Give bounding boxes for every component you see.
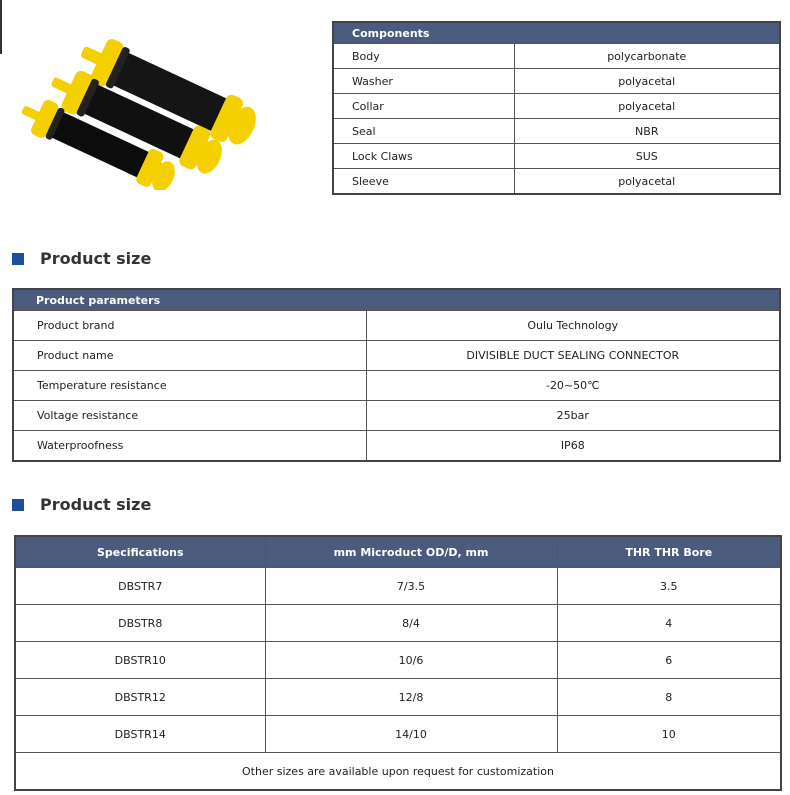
section-heading-product-size (12, 495, 151, 514)
component-material: polyacetal (514, 69, 780, 94)
bore-cell: 6 (557, 642, 781, 679)
product-parameters-table (12, 288, 781, 462)
section-square-icon (12, 499, 24, 511)
param-name: Product name (13, 341, 366, 371)
component-name: Seal (333, 119, 514, 144)
component-material: polyacetal (514, 169, 780, 195)
table-header-row (15, 536, 781, 568)
section-heading-product-size (12, 249, 151, 268)
spec-cell: DBSTR7 (15, 568, 265, 605)
size-specification-table (14, 535, 782, 791)
component-name: Lock Claws (333, 144, 514, 169)
table-row (15, 605, 781, 642)
table-row (15, 716, 781, 753)
components-header: Components (333, 22, 780, 44)
table-row (13, 401, 780, 431)
component-name: Body (333, 44, 514, 69)
corner-divider (0, 0, 2, 54)
table-row (333, 69, 780, 94)
microduct-cell: 10/6 (265, 642, 557, 679)
microduct-cell: 8/4 (265, 605, 557, 642)
component-name: Washer (333, 69, 514, 94)
param-value: Oulu Technology (366, 311, 780, 341)
param-value: 25bar (366, 401, 780, 431)
param-name: Temperature resistance (13, 371, 366, 401)
spec-cell: DBSTR8 (15, 605, 265, 642)
component-name: Sleeve (333, 169, 514, 195)
components-table (332, 21, 781, 195)
column-header: mm Microduct OD/D, mm (265, 536, 557, 568)
component-name: Collar (333, 94, 514, 119)
bore-cell: 10 (557, 716, 781, 753)
param-name: Product brand (13, 311, 366, 341)
duct-connector-product-photo (10, 30, 310, 190)
table-row (333, 119, 780, 144)
table-row (333, 94, 780, 119)
table-row (15, 679, 781, 716)
table-row (13, 311, 780, 341)
param-value: IP68 (366, 431, 780, 462)
param-value: DIVISIBLE DUCT SEALING CONNECTOR (366, 341, 780, 371)
table-row (13, 371, 780, 401)
section-title: Product size (40, 495, 152, 514)
table-row (13, 431, 780, 462)
component-material: polycarbonate (514, 44, 780, 69)
spec-cell: DBSTR12 (15, 679, 265, 716)
section-title: Product size (40, 249, 152, 268)
param-name: Voltage resistance (13, 401, 366, 431)
param-name: Waterproofness (13, 431, 366, 462)
params-header: Product parameters (13, 289, 780, 311)
microduct-cell: 12/8 (265, 679, 557, 716)
param-value: -20~50℃ (366, 371, 780, 401)
customization-note: Other sizes are available upon request for customization (15, 753, 781, 791)
table-row (333, 169, 780, 195)
table-row (13, 341, 780, 371)
table-footer-row (15, 753, 781, 791)
section-square-icon (12, 253, 24, 265)
microduct-cell: 7/3.5 (265, 568, 557, 605)
bore-cell: 4 (557, 605, 781, 642)
spec-cell: DBSTR14 (15, 716, 265, 753)
column-header: THR THR Bore (557, 536, 781, 568)
table-row (333, 144, 780, 169)
component-material: NBR (514, 119, 780, 144)
table-row (333, 44, 780, 69)
table-row (15, 642, 781, 679)
column-header: Specifications (15, 536, 265, 568)
spec-cell: DBSTR10 (15, 642, 265, 679)
bore-cell: 3.5 (557, 568, 781, 605)
component-material: polyacetal (514, 94, 780, 119)
microduct-cell: 14/10 (265, 716, 557, 753)
component-material: SUS (514, 144, 780, 169)
bore-cell: 8 (557, 679, 781, 716)
table-row (15, 568, 781, 605)
